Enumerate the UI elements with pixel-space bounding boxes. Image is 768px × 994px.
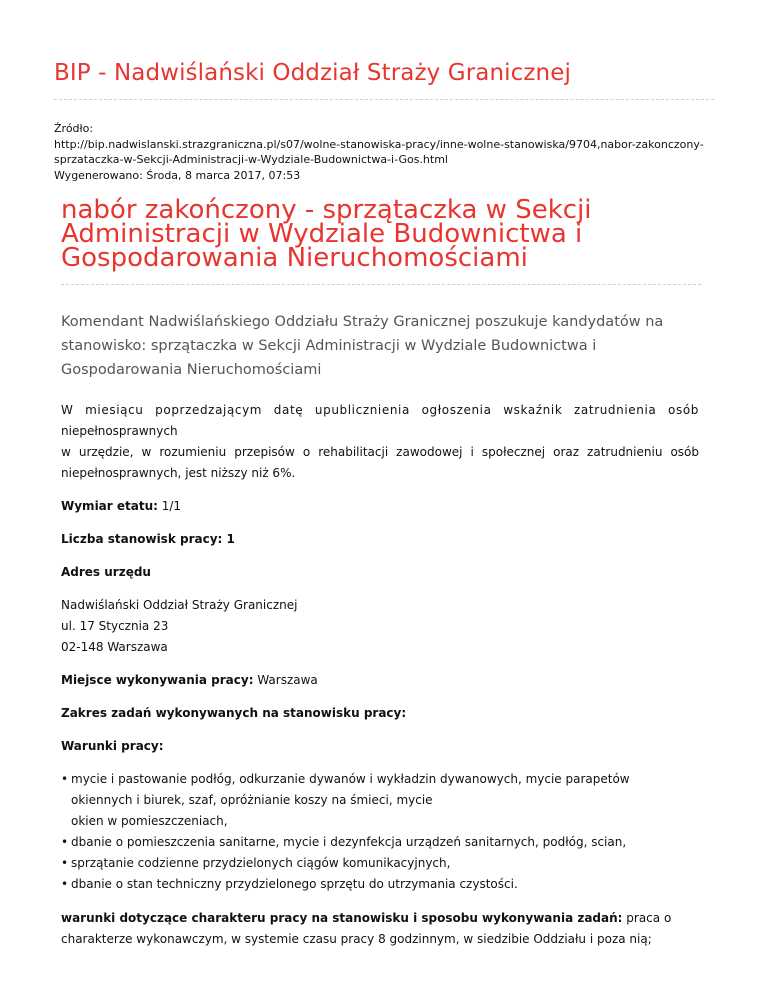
adres-block xyxy=(61,595,699,658)
intro-line: w urzędzie, w rozumieniu przepisów o rehabilitacji zawodowej i społecznej oraz zatrudnieniu osób xyxy=(61,445,699,459)
article-title-line: Administracji w Wydziale Budownictwa i xyxy=(61,219,583,249)
list-item-line: sprzątanie codzienne przydzielonych ciągów komunikacyjnych, xyxy=(71,856,451,870)
article-title xyxy=(61,195,681,273)
wymiar-etatu xyxy=(61,496,699,517)
warunki-label: Warunki pracy: xyxy=(61,739,164,753)
wymiar-label: Wymiar etatu: xyxy=(61,499,158,513)
adres-label: Adres urzędu xyxy=(61,565,151,579)
intro-paragraph xyxy=(61,400,699,484)
site-title: BIP - Nadwiślański Oddział Straży Granicznej xyxy=(54,60,571,86)
miejsce-pracy xyxy=(61,670,699,691)
warunki-list xyxy=(61,769,699,895)
wymiar-value: 1/1 xyxy=(157,499,182,513)
intro-line: niepełnosprawnych, jest niższy niż 6%. xyxy=(61,466,296,480)
adres-heading xyxy=(61,562,699,583)
warunki-heading xyxy=(61,736,699,757)
list-item-line: dbanie o pomieszczenia sanitarne, mycie i dezynfekcja urządzeń sanitarnych, podłóg, scian, xyxy=(71,835,627,849)
charakter-value-line: charakterze wykonawczym, w systemie czasu pracy 8 godzinnym, w siedzibie Oddziału i poza nią; xyxy=(61,932,652,946)
adres-line: ul. 17 Stycznia 23 xyxy=(61,619,169,633)
print-metadata xyxy=(54,121,724,183)
list-item-line: dbanie o stan techniczny przydzielonego sprzętu do utrzymania czystości. xyxy=(71,877,518,891)
zakres-label: Zakres zadań wykonywanych na stanowisku pracy: xyxy=(61,706,407,720)
list-item xyxy=(71,769,699,832)
adres-line: Nadwiślański Oddział Straży Granicznej xyxy=(61,598,298,612)
article-body xyxy=(61,400,699,962)
charakter-value: praca o xyxy=(622,911,672,925)
source-url-line-2: sprzataczka-w-Sekcji-Administracji-w-Wydziale-Budownictwa-i-Gos.html xyxy=(54,153,448,166)
article-lead: Komendant Nadwiślańskiego Oddziału Straży Granicznej poszukuje kandydatów na stanowisko: sprzątaczka w Sekcji Administracji w Wydziale Budownictwa i Gospodarowania Nieruchomościami xyxy=(61,314,664,378)
charakter-label: warunki dotyczące charakteru pracy na stanowisku i sposobu wykonywania zadań: xyxy=(61,911,623,925)
source-label: Źródło: xyxy=(54,122,94,135)
list-item xyxy=(71,874,699,895)
list-item-line: okiennych i biurek, szaf, opróżnianie koszy na śmieci, mycie xyxy=(71,793,433,807)
source-url-line-1: http://bip.nadwislanski.strazgraniczna.pl/s07/wolne-stanowiska-pracy/inne-wolne-stanowiska/9704,nabor-zakonczony- xyxy=(54,137,704,151)
list-item xyxy=(71,832,699,853)
zakres-heading xyxy=(61,703,699,724)
liczba-stanowisk xyxy=(61,529,699,550)
intro-line: niepełnosprawnych xyxy=(61,424,178,438)
list-item xyxy=(71,853,699,874)
miejsce-label: Miejsce wykonywania pracy: xyxy=(61,673,254,687)
adres-line: 02-148 Warszawa xyxy=(61,640,168,654)
generated-date: Wygenerowano: Środa, 8 marca 2017, 07:53 xyxy=(54,168,301,182)
article-title-line: nabór zakończony - sprzątaczka w Sekcji xyxy=(61,195,592,225)
miejsce-value: Warszawa xyxy=(253,673,318,687)
title-divider xyxy=(61,284,701,285)
charakter-pracy xyxy=(61,908,699,950)
article-title-line: Gospodarowania Nieruchomościami xyxy=(61,243,528,273)
intro-line: W miesiącu poprzedzającym datę upublicznienia ogłoszenia wskaźnik zatrudnienia osób xyxy=(61,403,699,417)
list-item-line: okien w pomieszczeniach, xyxy=(71,814,228,828)
liczba-label: Liczba stanowisk pracy: 1 xyxy=(61,532,235,546)
list-item-line: • mycie i pastowanie podłóg, odkurzanie dywanów i wykładzin dywanowych, mycie parapetów xyxy=(71,772,630,786)
header-divider xyxy=(54,99,714,100)
